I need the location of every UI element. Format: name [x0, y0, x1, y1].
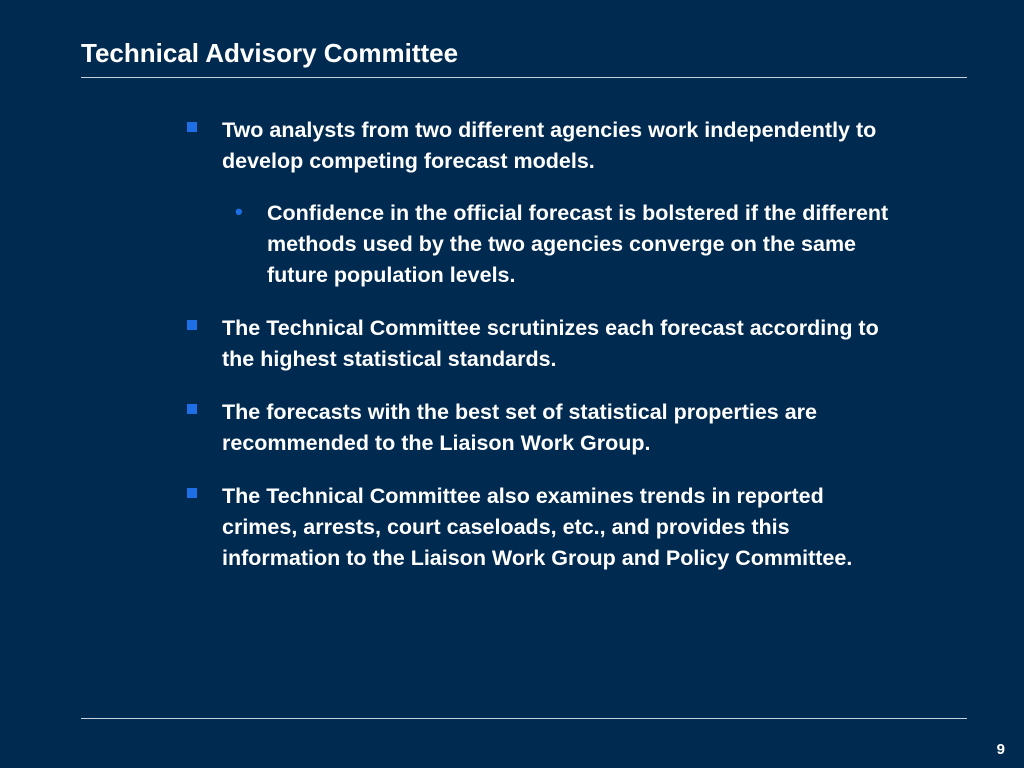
bullet-text: The Technical Committee also examines trends in reported crimes, arrests, court caseloads, etc., and provides this information to the Liaison Work Group and Policy Committee.: [222, 484, 853, 570]
slide-title: Technical Advisory Committee: [81, 38, 459, 68]
bullet-text: Two analysts from two different agencies work independently to develop competing forecast models.: [222, 118, 877, 173]
bullet-item: [183, 481, 903, 574]
square-bullet-icon: [187, 320, 197, 330]
bullet-text: The Technical Committee scrutinizes each forecast according to the highest statistical standards.: [222, 316, 879, 371]
bullet-text: Confidence in the official forecast is bolstered if the different methods used by the two agencies converge on the same future population levels.: [267, 201, 889, 287]
square-bullet-icon: [187, 122, 197, 132]
bullet-text: The forecasts with the best set of statistical properties are recommended to the Liaison Work Group.: [222, 400, 818, 455]
square-bullet-icon: [187, 404, 197, 414]
square-bullet-icon: [187, 488, 197, 498]
footer-divider: [81, 718, 967, 719]
bullet-list: [183, 115, 903, 596]
title-divider: [81, 77, 967, 78]
sub-bullet-item: [183, 198, 903, 291]
bullet-item: [183, 115, 903, 177]
dot-bullet-icon: •: [235, 199, 243, 224]
bullet-item: [183, 313, 903, 375]
bullet-item: [183, 397, 903, 459]
page-number: 9: [996, 741, 1005, 758]
